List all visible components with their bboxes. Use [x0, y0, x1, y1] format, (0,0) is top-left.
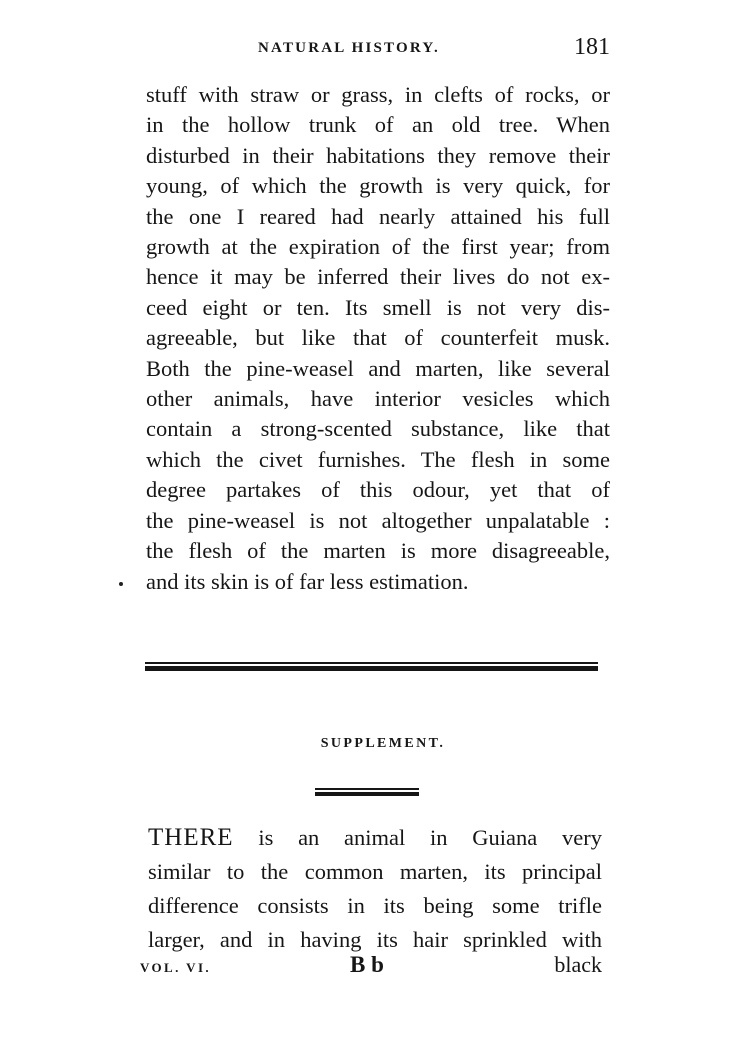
text-line: in the hollow trunk of an old tree. When: [146, 112, 610, 138]
underline-thick-line: [315, 792, 419, 796]
text-line: larger, and in having its hair sprinkled with: [148, 927, 602, 952]
text-line: ceed eight or ten. Its smell is not very dis-: [146, 294, 610, 320]
text-line: degree partakes of this odour, yet that of: [146, 477, 610, 503]
volume-signature: VOL. VI.: [140, 960, 212, 975]
page-number: 181: [574, 34, 610, 60]
main-paragraph: [146, 80, 610, 597]
supplement-first-line-rest: is an animal in Guiana very: [258, 825, 602, 850]
text-line: other animals, have interior vesicles which: [146, 386, 610, 412]
text-line: the pine-weasel is not altogether unpalatable :: [146, 507, 610, 533]
text-line: hence it may be inferred their lives do not ex-: [146, 264, 610, 290]
text-line: similar to the common marten, its principal: [148, 859, 602, 884]
supplement-paragraph: [148, 821, 602, 957]
catchword: black: [554, 952, 602, 977]
text-line: Both the pine-weasel and marten, like several: [146, 355, 610, 381]
text-line: which the civet furnishes. The flesh in some: [146, 446, 610, 472]
heading-underline-rule: [315, 788, 419, 798]
divider-thick-line: [145, 666, 598, 671]
divider-thin-line: [145, 662, 598, 664]
supplement-first-line: [148, 821, 602, 855]
text-line: contain a strong-scented substance, like that: [146, 416, 610, 442]
text-line: agreeable, but like that of counterfeit musk.: [146, 325, 610, 351]
supplement-first-word: THERE: [148, 824, 234, 851]
ink-speck: [119, 582, 123, 586]
page-footer: [140, 952, 604, 982]
text-line: the flesh of the marten is more disagreeable,: [146, 538, 610, 564]
section-divider-rule: [145, 662, 598, 674]
text-line: disturbed in their habitations they remove their: [146, 142, 610, 168]
supplement-heading: SUPPLEMENT.: [320, 736, 446, 751]
text-line: and its skin is of far less estimation.: [146, 568, 469, 594]
text-line: difference consists in its being some trifle: [148, 893, 602, 918]
underline-thin-line: [315, 788, 419, 790]
text-line: growth at the expiration of the first year; from: [146, 234, 610, 260]
text-line: stuff with straw or grass, in clefts of rocks, or: [146, 82, 610, 107]
signature-mark: B b: [350, 952, 384, 977]
text-line: the one I reared had nearly attained his full: [146, 203, 610, 229]
text-line: young, of which the growth is very quick, for: [146, 173, 610, 199]
running-title: NATURAL HISTORY.: [258, 40, 440, 56]
running-head: [150, 34, 616, 64]
